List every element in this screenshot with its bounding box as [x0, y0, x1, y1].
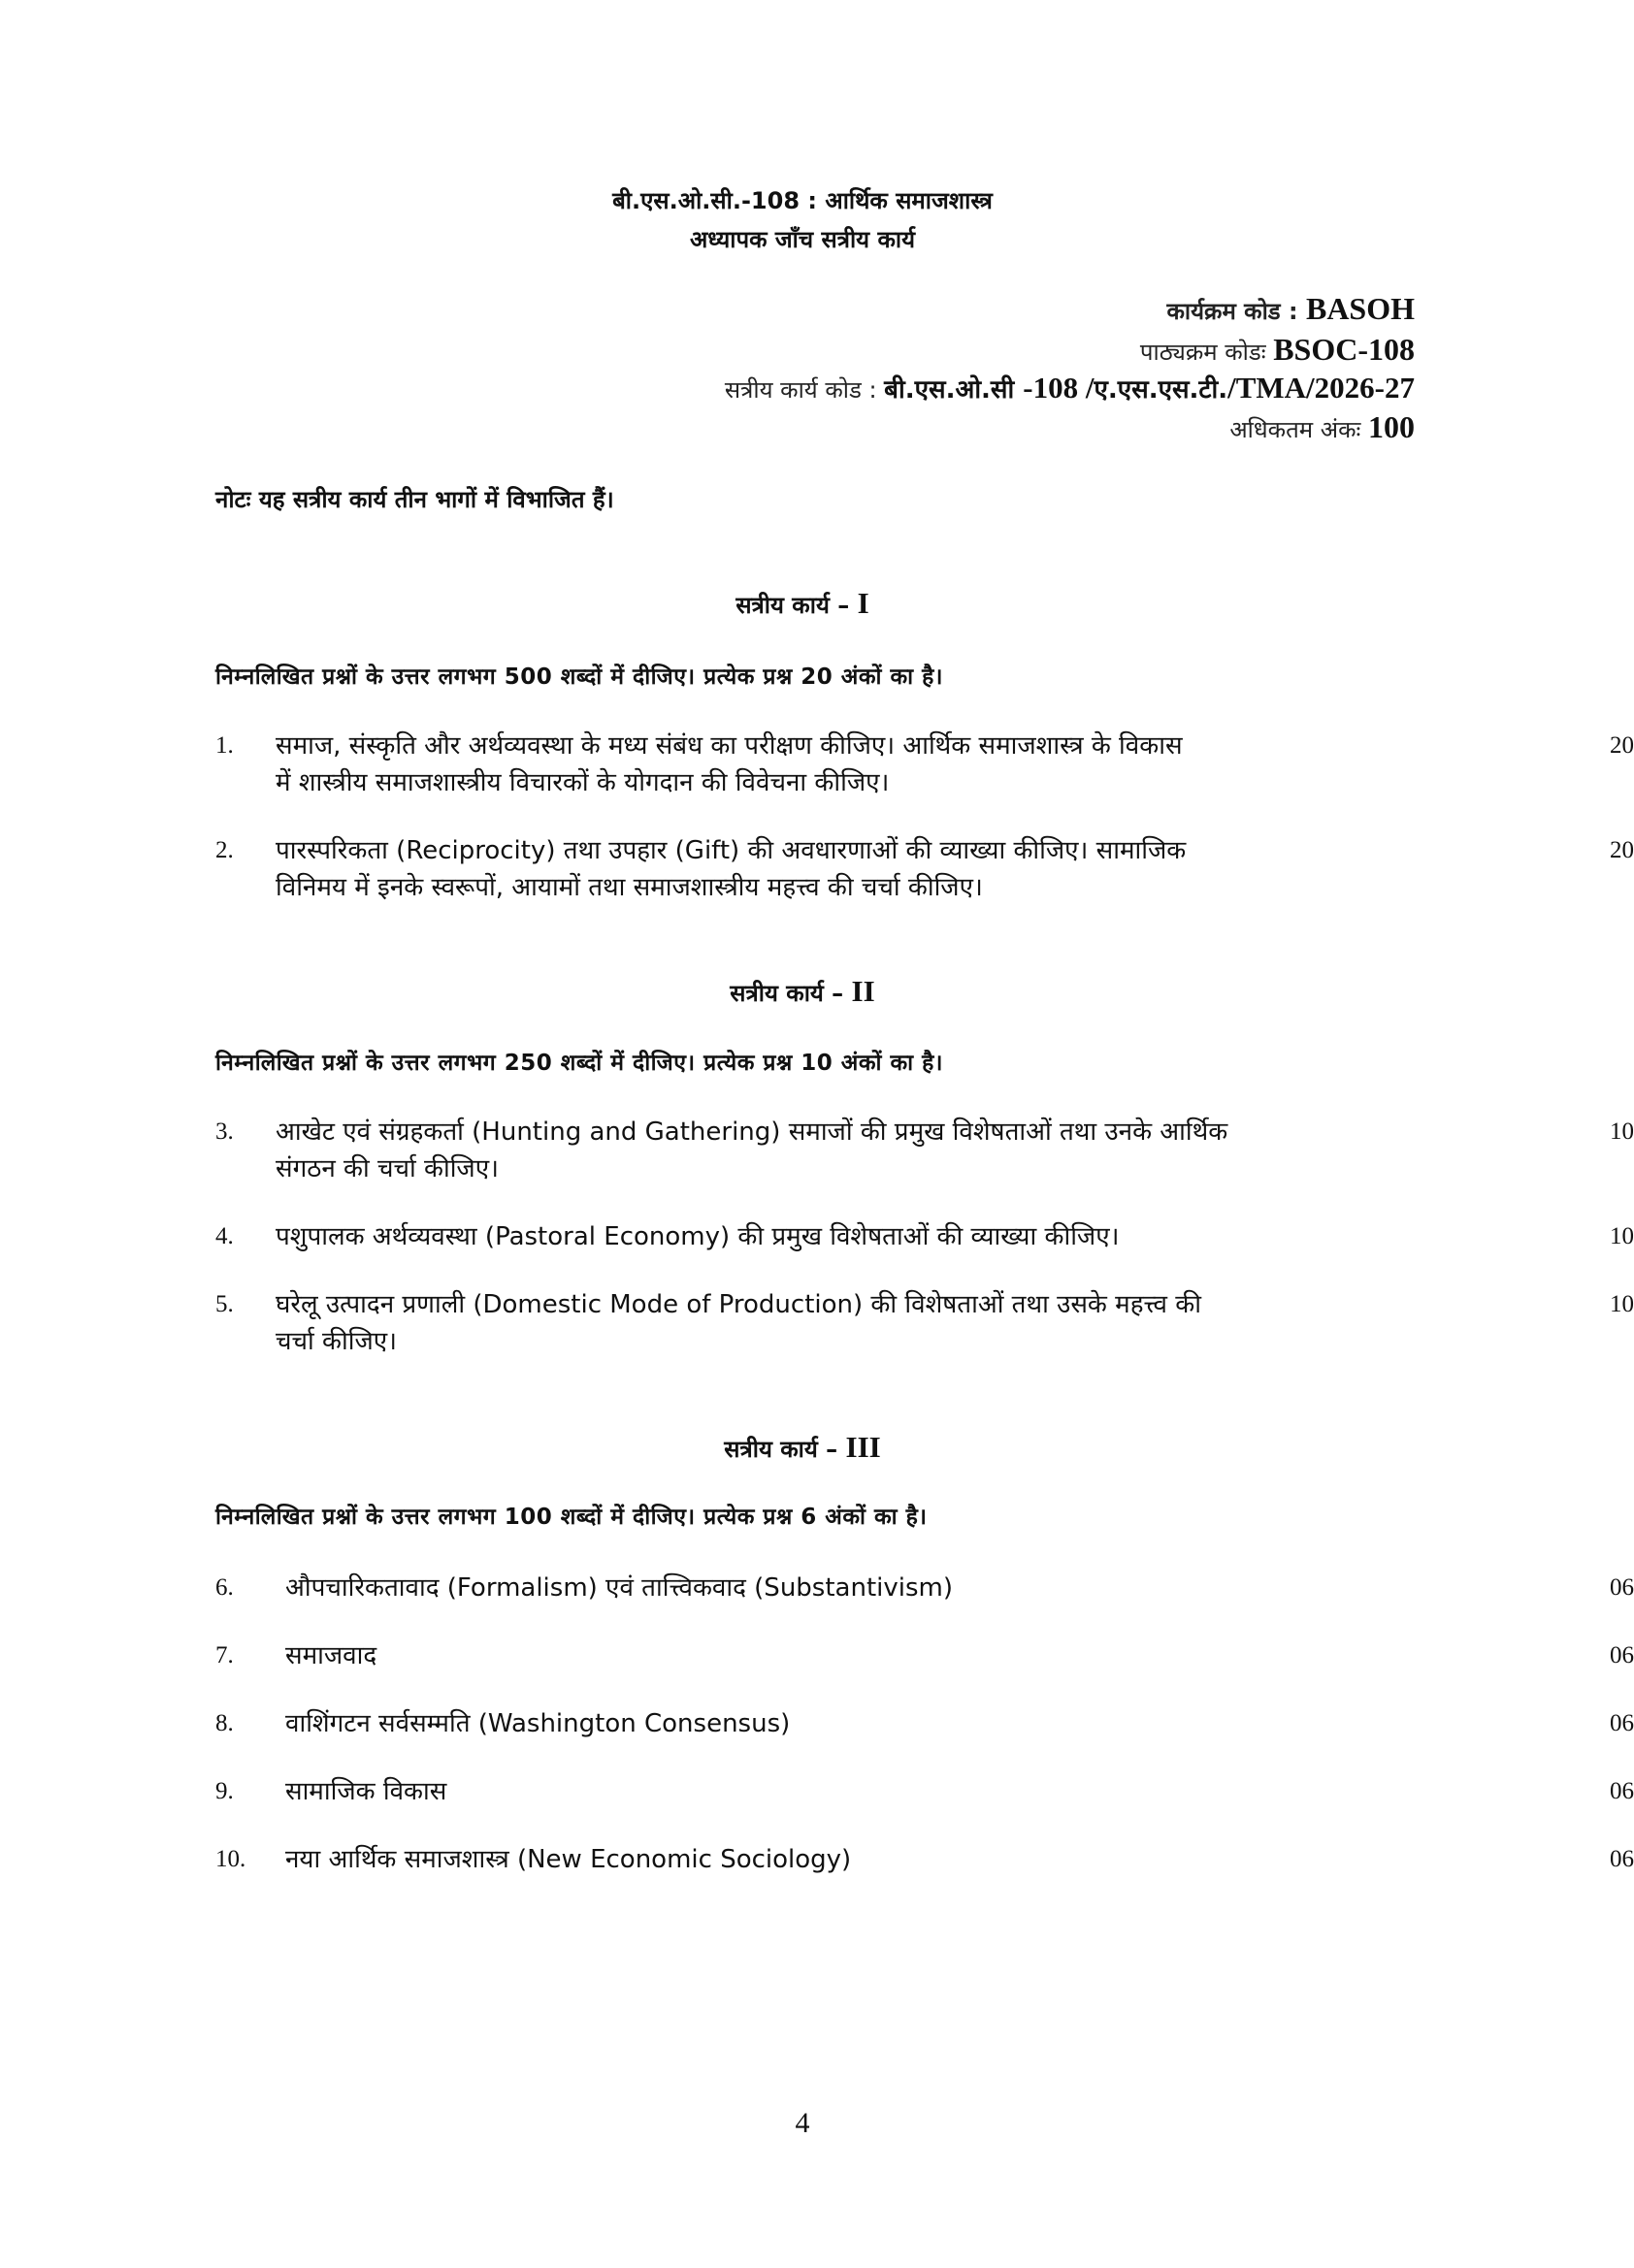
- question-number: 5.: [215, 1291, 234, 1317]
- assignment-code-part-hi: बी.एस.ओ.सी: [884, 375, 1024, 405]
- question-text: [276, 1286, 1527, 1360]
- question-number: 8.: [215, 1710, 234, 1736]
- question-text: [276, 832, 1527, 906]
- assignment-code-part-num: -108 /: [1023, 371, 1095, 405]
- assignment-title: अध्यापक जाँच सत्रीय कार्य: [689, 226, 916, 253]
- question-number: 9.: [215, 1778, 234, 1804]
- section-heading-2: [0, 974, 1605, 1009]
- question-number: 10.: [215, 1846, 246, 1872]
- section-heading-label: सत्रीय कार्य –: [735, 592, 858, 619]
- section-instruction-3: निम्नलिखित प्रश्नों के उत्तर लगभग 100 शब्दों में दीजिए। प्रत्येक प्रश्न 6 अंकों का है।: [215, 1505, 928, 1530]
- assignment-code-line: [725, 371, 1415, 405]
- question-marks: 06: [1610, 1710, 1634, 1736]
- question-text: सामाजिक विकास: [285, 1777, 447, 1806]
- assignment-code-value: [884, 371, 1415, 405]
- question-text-line: संगठन की चर्चा कीजिए।: [276, 1154, 499, 1183]
- question-number: 7.: [215, 1642, 234, 1669]
- question-text: औपचारिकतावाद (Formalism) एवं तात्त्विकवाद (Substantivism): [285, 1573, 953, 1603]
- question-text-line: में शास्त्रीय समाजशास्त्रीय विचारकों के योगदान की विवेचना कीजिए।: [276, 768, 890, 797]
- section-roman-numeral: II: [851, 974, 875, 1008]
- question-text-line: समाज, संस्कृति और अर्थव्यवस्था के मध्य संबंध का परीक्षण कीजिए। आर्थिक समाजशास्त्र के विकास: [276, 731, 1183, 761]
- assignment-code-part-hi2: ए.एस.एस.टी.: [1094, 375, 1228, 405]
- question-marks: 10: [1610, 1291, 1634, 1317]
- course-title: बी.एस.ओ.सी.-108 : आर्थिक समाजशास्त्र: [612, 187, 993, 214]
- question-number: 4.: [215, 1223, 234, 1249]
- question-text-line: घरेलू उत्पादन प्रणाली (Domestic Mode of Production) की विशेषताओं तथा उसके महत्त्व की: [276, 1290, 1201, 1319]
- question-number: 6.: [215, 1574, 234, 1601]
- section-instruction-1: निम्नलिखित प्रश्नों के उत्तर लगभग 500 शब्दों में दीजिए। प्रत्येक प्रश्न 20 अंकों का है।: [215, 664, 944, 690]
- question-marks: 10: [1610, 1118, 1634, 1145]
- programme-code-value: BASOH: [1305, 291, 1415, 326]
- question-marks: 20: [1610, 732, 1634, 759]
- question-number: 3.: [215, 1118, 234, 1145]
- course-code-line: [1140, 332, 1415, 368]
- max-marks-line: [1229, 409, 1415, 445]
- question-marks: 06: [1610, 1574, 1634, 1601]
- course-code-value: BSOC-108: [1273, 332, 1415, 367]
- section-heading-1: [0, 586, 1605, 621]
- page-number: 4: [795, 2107, 810, 2139]
- assignment-note: नोटः यह सत्रीय कार्य तीन भागों में विभाजित हैं।: [215, 486, 614, 513]
- question-number: 2.: [215, 837, 234, 863]
- question-text: [276, 1114, 1527, 1187]
- question-text-line: पारस्परिकता (Reciprocity) तथा उपहार (Gift) की अवधारणाओं की व्याख्या कीजिए। सामाजिक: [276, 836, 1187, 865]
- section-heading-label: सत्रीय कार्य –: [730, 980, 852, 1007]
- course-code-label: पाठ्यक्रम कोडः: [1139, 339, 1274, 366]
- programme-code-line: [1166, 291, 1415, 327]
- max-marks-value: 100: [1368, 409, 1415, 444]
- question-number: 1.: [215, 732, 234, 759]
- section-heading-label: सत्रीय कार्य –: [724, 1436, 846, 1463]
- assignment-code-label: सत्रीय कार्य कोड :: [724, 376, 885, 404]
- question-text: समाजवाद: [285, 1641, 377, 1670]
- question-marks: 06: [1610, 1778, 1634, 1804]
- section-instruction-2: निम्नलिखित प्रश्नों के उत्तर लगभग 250 शब्दों में दीजिए। प्रत्येक प्रश्न 10 अंकों का है।: [215, 1051, 944, 1076]
- question-text: [276, 1218, 1527, 1255]
- programme-code-label: कार्यक्रम कोड :: [1166, 298, 1306, 325]
- question-marks: 10: [1610, 1223, 1634, 1249]
- question-marks: 20: [1610, 837, 1634, 863]
- question-marks: 06: [1610, 1642, 1634, 1669]
- question-text: [276, 728, 1527, 801]
- question-text: वाशिंगटन सर्वसम्मति (Washington Consensus): [285, 1709, 791, 1738]
- section-heading-3: [0, 1430, 1605, 1465]
- assignment-code-part-tma: /TMA/2026-27: [1227, 371, 1415, 405]
- section-roman-numeral: III: [845, 1430, 881, 1464]
- section-roman-numeral: I: [857, 586, 869, 620]
- question-text-line: विनिमय में इनके स्वरूपों, आयामों तथा समाजशास्त्रीय महत्त्व की चर्चा कीजिए।: [276, 873, 983, 902]
- question-text-line: आखेट एवं संग्रहकर्ता (Hunting and Gathering) समाजों की प्रमुख विशेषताओं तथा उनके आर्थिक: [276, 1118, 1228, 1147]
- question-text: नया आर्थिक समाजशास्त्र (New Economic Sociology): [285, 1845, 852, 1874]
- max-marks-label: अधिकतम अंकः: [1229, 416, 1368, 443]
- question-text-line: चर्चा कीजिए।: [276, 1327, 397, 1356]
- question-text-line: पशुपालक अर्थव्यवस्था (Pastoral Economy) की प्रमुख विशेषताओं की व्याख्या कीजिए।: [276, 1222, 1120, 1251]
- question-marks: 06: [1610, 1846, 1634, 1872]
